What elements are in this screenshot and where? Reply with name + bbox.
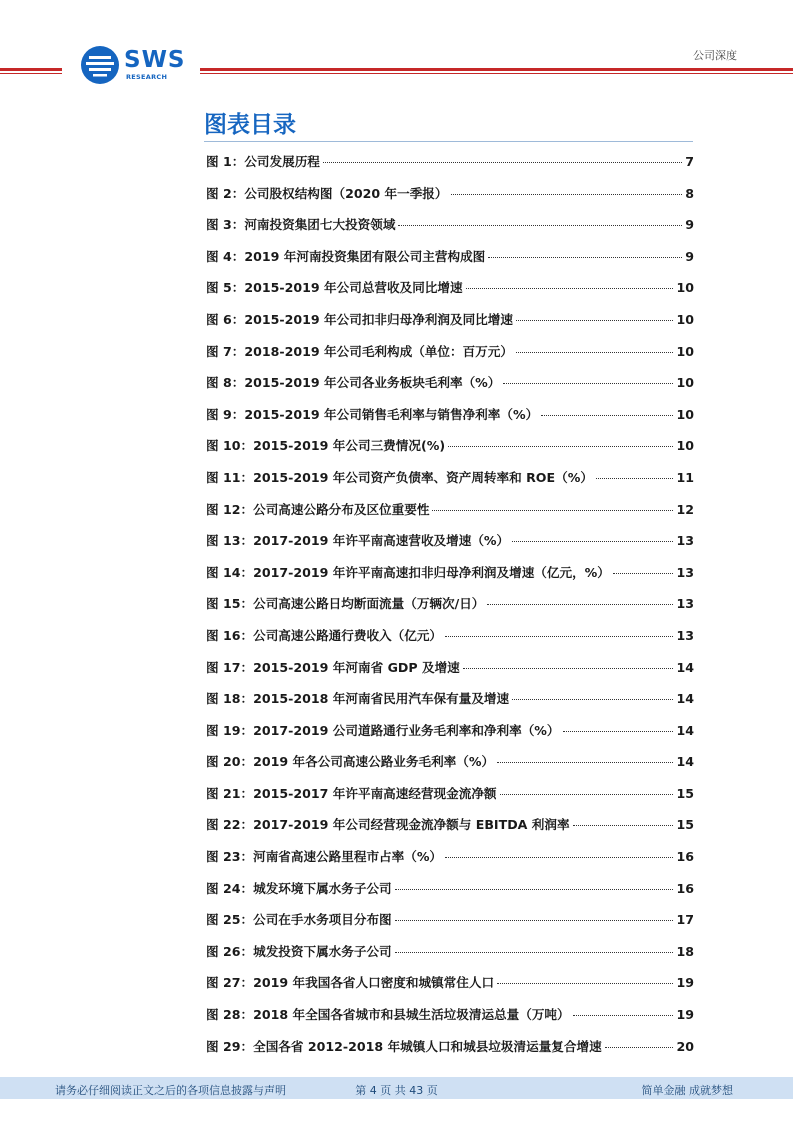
toc-entry-page[interactable]: 9 [685,217,694,233]
dot-leader [596,478,674,479]
toc-entry[interactable] [206,1036,694,1068]
logo-subtext: RESEARCH [126,73,168,81]
toc-entry-page[interactable]: 13 [676,533,694,549]
dot-leader [395,920,674,921]
toc-entry-page[interactable]: 13 [676,627,694,643]
dot-leader [448,446,673,447]
dot-leader [395,952,674,953]
dot-leader [445,636,673,637]
toc-entry-label[interactable]: 图 27：2019 年我国各省人口密度和城镇常住人口 [206,975,495,991]
toc-entry-label[interactable]: 图 2：公司股权结构图（2020 年一季报） [206,185,448,201]
dot-leader [395,889,674,890]
toc-entry-label[interactable]: 图 20：2019 年各公司高速公路业务毛利率（%） [206,754,495,770]
dot-leader [487,604,673,605]
toc-entry[interactable] [206,814,694,846]
toc-entry[interactable] [206,277,694,309]
toc-entry-label[interactable]: 图 24：城发环境下属水务子公司 [206,880,392,896]
toc-entry[interactable] [206,941,694,973]
toc-entry[interactable] [206,562,694,594]
toc-entry-label[interactable]: 图 1：公司发展历程 [206,154,320,169]
page-footer [0,1077,793,1099]
toc-entry[interactable] [206,246,694,278]
toc-entry-label[interactable]: 图 7：2018-2019 年公司毛利构成（单位：百万元） [206,343,513,359]
toc-entry-label[interactable]: 图 17：2015-2019 年河南省 GDP 及增速 [206,659,460,675]
figure-list [206,151,694,1067]
toc-entry-label[interactable]: 图 3：河南投资集团七大投资领域 [206,217,396,233]
toc-entry-label[interactable]: 图 16：公司高速公路通行费收入（亿元） [206,627,443,643]
toc-entry-label[interactable]: 图 26：城发投资下属水务子公司 [206,943,392,959]
toc-entry-label[interactable]: 图 19：2017-2019 公司道路通行业务毛利率和净利率（%） [206,722,560,738]
toc-entry[interactable] [206,183,694,215]
toc-entry[interactable] [206,499,694,531]
toc-entry-page[interactable]: 9 [685,248,694,264]
toc-entry-label[interactable]: 图 4：2019 年河南投资集团有限公司主营构成图 [206,248,486,264]
dot-leader [432,510,673,511]
toc-entry[interactable] [206,151,694,183]
toc-entry[interactable] [206,435,694,467]
toc-entry-page[interactable]: 18 [676,943,694,959]
toc-entry-page[interactable]: 14 [676,691,694,707]
toc-entry-label[interactable]: 图 10：2015-2019 年公司三费情况(%) [206,438,446,454]
toc-entry-page[interactable]: 14 [676,722,694,738]
dot-leader [497,762,673,763]
toc-entry[interactable] [206,878,694,910]
toc-entry-label[interactable]: 图 13：2017-2019 年许平南高速营收及增速（%） [206,533,510,549]
toc-entry[interactable] [206,783,694,815]
toc-entry-label[interactable]: 图 8：2015-2019 年公司各业务板块毛利率（%） [206,375,501,391]
dot-leader [463,668,674,669]
dot-leader [512,699,673,700]
toc-entry-page[interactable]: 16 [676,849,694,865]
toc-entry-page[interactable]: 19 [676,975,694,991]
dot-leader [613,573,674,574]
toc-entry[interactable] [206,1004,694,1036]
document-type-label: 公司深度 [693,49,737,62]
toc-entry-label[interactable]: 图 9：2015-2019 年公司销售毛利率与销售净利率（%） [206,406,539,422]
toc-entry[interactable] [206,214,694,246]
toc-entry[interactable] [206,720,694,752]
toc-entry[interactable] [206,341,694,373]
dot-leader [605,1047,674,1048]
toc-entry[interactable] [206,372,694,404]
dot-leader [573,825,674,826]
footer-slogan: 简单金融 成就梦想 [641,1084,733,1097]
toc-entry-page[interactable]: 10 [676,311,694,327]
dot-leader [573,1015,674,1016]
toc-entry-page[interactable]: 15 [676,785,694,801]
dot-leader [445,857,673,858]
toc-entry-page[interactable]: 13 [676,564,694,580]
toc-entry[interactable] [206,751,694,783]
toc-entry-page[interactable]: 12 [676,501,694,517]
sws-logo-icon [80,45,120,85]
toc-entry-label[interactable]: 图 22：2017-2019 年公司经营现金流净额与 EBITDA 利润率 [206,817,570,833]
toc-entry-page[interactable]: 10 [676,438,694,454]
toc-entry-page[interactable]: 14 [676,659,694,675]
toc-entry-label[interactable]: 图 6：2015-2019 年公司扣非归母净利润及同比增速 [206,311,513,327]
dot-leader [451,194,683,195]
toc-entry[interactable] [206,530,694,562]
dot-leader [497,983,673,984]
toc-entry-page[interactable]: 16 [676,880,694,896]
page-title: 图表目录 [204,112,296,138]
toc-entry-page[interactable]: 17 [676,912,694,928]
dot-leader [516,352,674,353]
dot-leader [500,794,674,795]
logo-text: SWS [124,47,186,73]
toc-entry-page[interactable]: 11 [676,469,694,485]
toc-entry-label[interactable]: 图 15：公司高速公路日均断面流量（万辆次/日） [206,596,485,612]
toc-entry-page[interactable]: 7 [685,154,694,169]
toc-entry[interactable] [206,309,694,341]
toc-entry[interactable] [206,657,694,689]
dot-leader [512,541,673,542]
toc-entry-label[interactable]: 图 5：2015-2019 年公司总营收及同比增速 [206,280,463,296]
footer-page-number: 第 4 页 共 43 页 [355,1084,438,1097]
toc-entry-label[interactable]: 图 14：2017-2019 年许平南高速扣非归母净利润及增速（亿元，%） [206,564,610,580]
toc-entry-page[interactable]: 14 [676,754,694,770]
toc-entry-label[interactable]: 图 18：2015-2018 年河南省民用汽车保有量及增速 [206,691,510,707]
toc-entry[interactable] [206,972,694,1004]
footer-disclaimer: 请务必仔细阅读正文之后的各项信息披露与声明 [55,1084,286,1097]
toc-entry-label[interactable]: 图 29：全国各省 2012-2018 年城镇人口和城县垃圾清运量复合增速 [206,1038,602,1054]
dot-leader [541,415,673,416]
toc-entry-page[interactable]: 13 [676,596,694,612]
toc-entry-label[interactable]: 图 12：公司高速公路分布及区位重要性 [206,501,430,517]
dot-leader [398,225,682,226]
toc-entry-label[interactable]: 图 23：河南省高速公路里程市占率（%） [206,849,443,865]
header-rule-right [200,68,793,76]
dot-leader [516,320,674,321]
toc-entry-page[interactable]: 10 [676,343,694,359]
header-rule-left [0,68,62,76]
dot-leader [323,162,682,163]
toc-entry-page[interactable]: 20 [676,1038,694,1054]
toc-entry-page[interactable]: 19 [676,1007,694,1023]
toc-entry-label[interactable]: 图 28：2018 年全国各省城市和县城生活垃圾清运总量（万吨） [206,1007,570,1023]
toc-entry[interactable] [206,625,694,657]
toc-entry-page[interactable]: 10 [676,280,694,296]
toc-entry-page[interactable]: 10 [676,375,694,391]
company-logo [80,45,190,87]
toc-entry[interactable] [206,404,694,436]
toc-entry-page[interactable]: 15 [676,817,694,833]
dot-leader [466,288,674,289]
dot-leader [563,731,674,732]
toc-entry[interactable] [206,688,694,720]
dot-leader [503,383,673,384]
title-divider [204,141,693,142]
toc-entry[interactable] [206,846,694,878]
toc-entry-page[interactable]: 10 [676,406,694,422]
toc-entry[interactable] [206,467,694,499]
toc-entry-label[interactable]: 图 21：2015-2017 年许平南高速经营现金流净额 [206,785,497,801]
toc-entry[interactable] [206,593,694,625]
toc-entry-page[interactable]: 8 [685,185,694,201]
dot-leader [488,257,682,258]
toc-entry-label[interactable]: 图 11：2015-2019 年公司资产负债率、资产周转率和 ROE（%） [206,469,593,485]
toc-entry-label[interactable]: 图 25：公司在手水务项目分布图 [206,912,392,928]
toc-entry[interactable] [206,909,694,941]
